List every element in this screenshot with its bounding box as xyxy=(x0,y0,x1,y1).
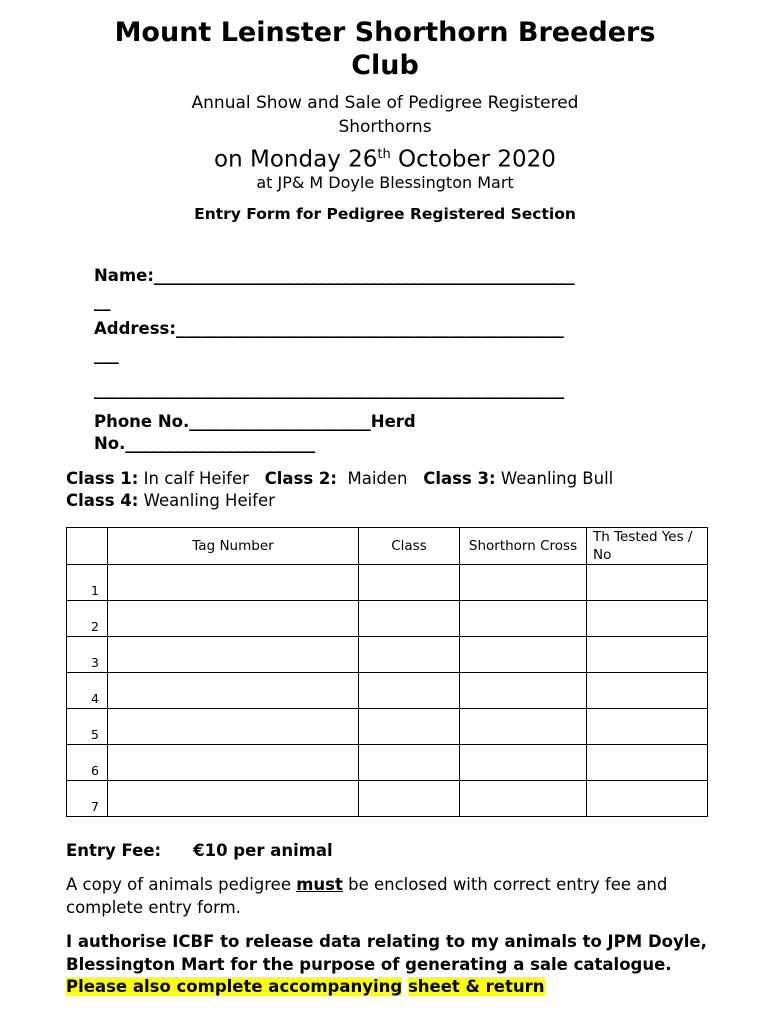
subtitle xyxy=(0,91,770,139)
table-body xyxy=(67,565,708,817)
class-cell[interactable] xyxy=(359,601,460,637)
row-number: 6 xyxy=(67,745,108,781)
class-cell[interactable] xyxy=(359,637,460,673)
pedigree-note xyxy=(66,874,716,919)
th-tested-cell[interactable] xyxy=(587,601,708,637)
entry-fee xyxy=(66,840,333,862)
date-prefix: on Monday 26 xyxy=(214,146,378,173)
class-cell[interactable] xyxy=(359,565,460,601)
shorthorn-cross-cell[interactable] xyxy=(460,709,587,745)
header-tag-number: Tag Number xyxy=(108,528,359,565)
th-tested-cell[interactable] xyxy=(587,637,708,673)
tag-number-cell[interactable] xyxy=(108,565,359,601)
table-row xyxy=(67,745,708,781)
venue: at JP& M Doyle Blessington Mart xyxy=(256,173,514,192)
date-suffix: October 2020 xyxy=(390,146,556,173)
table-row xyxy=(67,781,708,817)
shorthorn-cross-cell[interactable] xyxy=(460,745,587,781)
row-number: 4 xyxy=(67,673,108,709)
address-field-line-2[interactable]: _________________________________________________________ xyxy=(94,380,565,399)
herd-number-field[interactable]: No._______________________ xyxy=(94,434,316,453)
tag-number-cell[interactable] xyxy=(108,601,359,637)
table-row xyxy=(67,673,708,709)
phone-field[interactable]: Phone No.______________________Herd xyxy=(94,412,416,431)
tag-number-cell[interactable] xyxy=(108,745,359,781)
name-field-continued: __ xyxy=(94,292,111,311)
title-line-1: Mount Leinster Shorthorn Breeders xyxy=(114,17,656,48)
class-cell[interactable] xyxy=(359,673,460,709)
authorisation-text: I authorise ICBF to release data relating to my animals to JPM Doyle, Blessington Mart for the purpose of generating a sale catalogue. xyxy=(66,932,707,974)
row-number: 5 xyxy=(67,709,108,745)
table-header-row xyxy=(67,528,708,565)
row-number: 2 xyxy=(67,601,108,637)
header-row-number xyxy=(67,528,108,565)
pedigree-note-must: must xyxy=(296,875,343,894)
tag-number-cell[interactable] xyxy=(108,637,359,673)
header-th-tested: Th Tested Yes / No xyxy=(587,528,708,565)
title-line-2: Club xyxy=(351,50,419,81)
header-shorthorn-cross: Shorthorn Cross xyxy=(460,528,587,565)
class-cell[interactable] xyxy=(359,709,460,745)
row-number: 3 xyxy=(67,637,108,673)
tag-number-cell[interactable] xyxy=(108,781,359,817)
header-class: Class xyxy=(359,528,460,565)
table-row xyxy=(67,637,708,673)
th-tested-cell[interactable] xyxy=(587,673,708,709)
tag-number-cell[interactable] xyxy=(108,673,359,709)
class-row-2 xyxy=(66,490,613,512)
shorthorn-cross-cell[interactable] xyxy=(460,781,587,817)
pedigree-note-post: be enclosed with correct entry fee and complete entry form. xyxy=(66,875,668,917)
address-field-continued: ___ xyxy=(94,345,119,364)
class-3-label: Class 3: xyxy=(423,469,496,488)
subtitle-line-2: Shorthorns xyxy=(338,117,432,137)
pedigree-note-pre: A copy of animals pedigree xyxy=(66,875,297,894)
highlight-sheet-return: sheet & return xyxy=(407,977,545,996)
class-1-label: Class 1: xyxy=(66,469,139,488)
th-tested-cell[interactable] xyxy=(587,781,708,817)
name-field[interactable]: Name:___________________________________________________ xyxy=(94,266,575,285)
entry-table xyxy=(66,527,708,817)
class-1-value: In calf Heifer xyxy=(138,469,265,488)
table-row xyxy=(67,565,708,601)
th-tested-cell[interactable] xyxy=(587,709,708,745)
th-tested-cell[interactable] xyxy=(587,565,708,601)
th-tested-cell[interactable] xyxy=(587,745,708,781)
class-4-value: Weanling Heifer xyxy=(138,491,275,510)
date-ordinal: th xyxy=(377,147,391,162)
event-date xyxy=(0,140,770,175)
class-cell[interactable] xyxy=(359,745,460,781)
authorisation-note xyxy=(66,931,716,999)
page-title xyxy=(0,16,770,82)
fee-value: €10 per animal xyxy=(193,841,333,860)
highlight-complete-sheet: Please also complete accompanying xyxy=(66,977,403,996)
address-field[interactable]: Address:_______________________________________________ xyxy=(94,319,564,338)
table-row xyxy=(67,709,708,745)
row-number: 7 xyxy=(67,781,108,817)
class-cell[interactable] xyxy=(359,781,460,817)
tag-number-cell[interactable] xyxy=(108,709,359,745)
class-2-value: Maiden xyxy=(337,469,424,488)
class-row-1 xyxy=(66,468,613,490)
shorthorn-cross-cell[interactable] xyxy=(460,637,587,673)
table-row xyxy=(67,601,708,637)
shorthorn-cross-cell[interactable] xyxy=(460,601,587,637)
class-3-value: Weanling Bull xyxy=(495,469,614,488)
class-2-label: Class 2: xyxy=(264,469,338,488)
form-title: Entry Form for Pedigree Registered Section xyxy=(194,205,576,223)
fee-label: Entry Fee: xyxy=(66,841,162,860)
class-4-label: Class 4: xyxy=(66,491,139,510)
row-number: 1 xyxy=(67,565,108,601)
shorthorn-cross-cell[interactable] xyxy=(460,673,587,709)
shorthorn-cross-cell[interactable] xyxy=(460,565,587,601)
subtitle-line-1: Annual Show and Sale of Pedigree Registered xyxy=(191,93,579,113)
class-list xyxy=(66,468,613,512)
